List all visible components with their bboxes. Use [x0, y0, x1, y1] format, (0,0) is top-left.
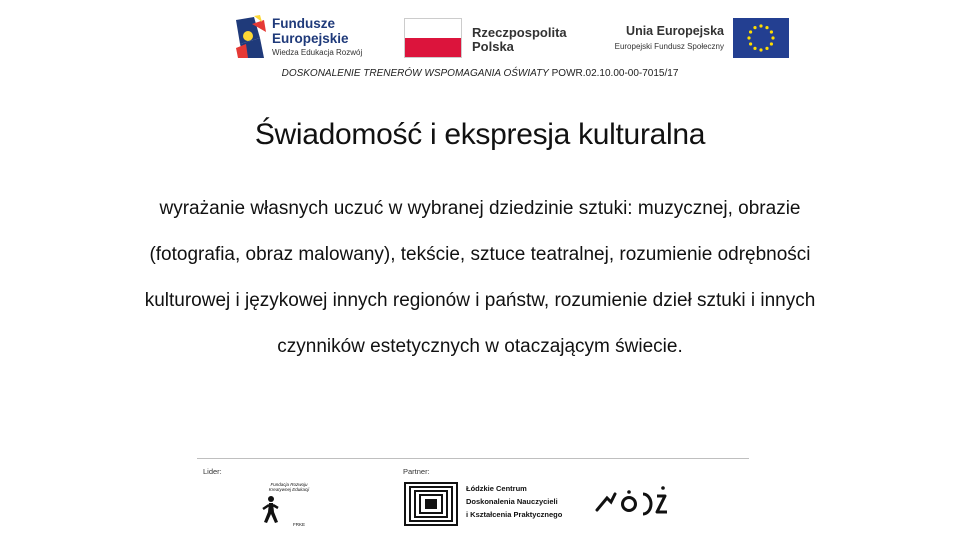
- project-name: DOSKONALENIE TRENERÓW WSPOMAGANIA OŚWIATY: [281, 68, 549, 79]
- unia-text: [600, 24, 724, 51]
- partner-logo: [404, 482, 564, 528]
- rzeczpospolita-line2: Polska: [472, 39, 514, 54]
- footer-divider: [197, 458, 749, 459]
- lider-logo-text: Fundacja Rozwoju Kreatywnej Edukacji: [268, 482, 310, 492]
- walking-figure-icon: [257, 478, 317, 528]
- lider-logo: [257, 478, 317, 528]
- unia-line2: Europejski Fundusz Społeczny: [614, 42, 724, 51]
- rzeczpospolita-line1: Rzeczpospolita: [472, 25, 567, 40]
- partner-line: Doskonalenia Nauczycieli: [466, 497, 558, 506]
- partner-text: [466, 482, 562, 521]
- slide-title: Świadomość i ekspresja kulturalna: [254, 118, 706, 151]
- rzeczpospolita-text: [472, 26, 567, 54]
- lider-logo-sub: FRKE: [293, 522, 306, 527]
- eu-flag-icon: [733, 18, 789, 58]
- polish-flag-icon: [404, 18, 462, 58]
- project-line: [0, 68, 960, 79]
- slide-body: [60, 186, 900, 370]
- rzeczpospolita-logo: [404, 18, 594, 60]
- lider-label: Lider:: [203, 467, 222, 476]
- body-line: kulturowej i językowej innych regionów i państw, rozumienie dzieł sztuki i innych: [144, 290, 816, 311]
- partner-label: Partner:: [403, 467, 430, 476]
- fundusze-europejskie-logo: [234, 14, 374, 60]
- body-line: czynników estetycznych w otaczającym świecie.: [277, 336, 683, 357]
- fundusze-text: [272, 16, 362, 57]
- body-line: wyrażanie własnych uczuć w wybranej dziedzinie sztuki: muzycznej, obrazie: [159, 198, 801, 219]
- project-code: POWR.02.10.00-00-7015/17: [548, 68, 679, 79]
- body-line: (fotografia, obraz malowany), tekście, sztuce teatralnej, rozumienie odrębności: [149, 244, 811, 265]
- partner-line: i Kształcenia Praktycznego: [466, 510, 563, 519]
- fundusze-line2: Europejskie: [272, 31, 349, 46]
- unia-europejska-logo: [600, 18, 790, 60]
- footer-partners: [197, 454, 749, 540]
- header-logo-bar: [0, 14, 960, 62]
- unia-line1: Unia Europejska: [626, 24, 724, 38]
- lodz-city-logo-icon: [593, 484, 673, 518]
- ldn-square-logo-icon: [404, 482, 458, 526]
- fundusze-line1: Fundusze: [272, 16, 335, 31]
- fundusze-europejskie-logo-icon: [234, 14, 268, 60]
- fundusze-line3: Wiedza Edukacja Rozwój: [272, 48, 363, 57]
- partner-line: Łódzkie Centrum: [466, 484, 527, 493]
